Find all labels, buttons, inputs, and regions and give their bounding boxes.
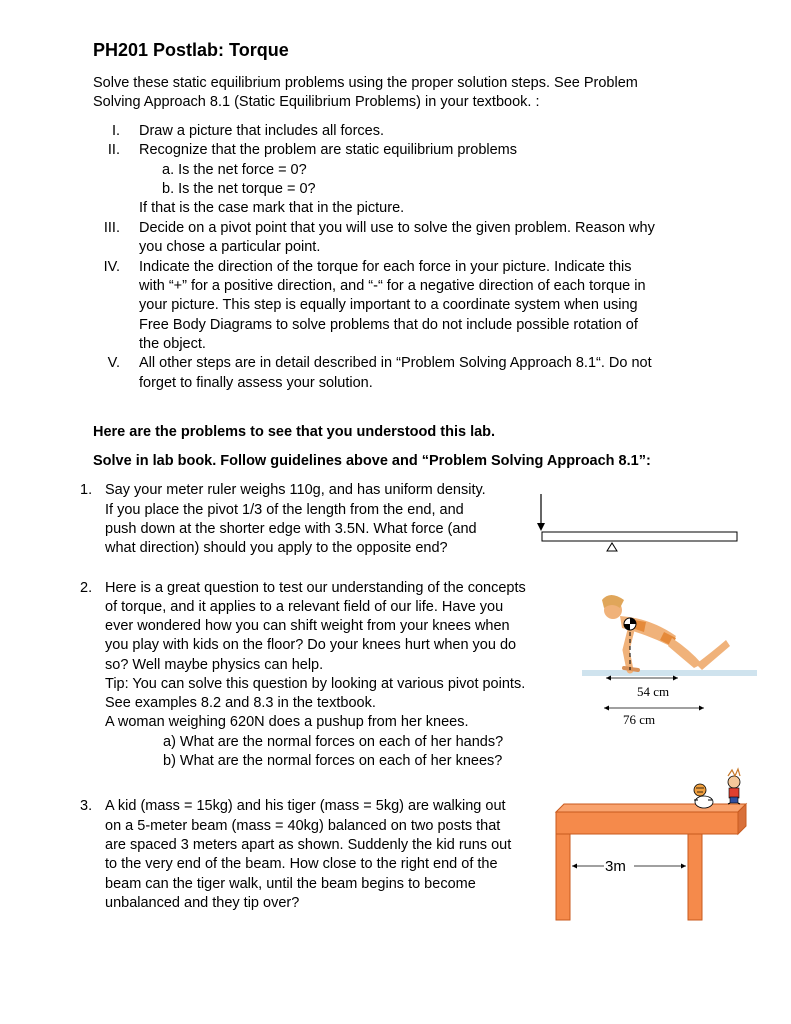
problem-text: unbalanced and they tip over? xyxy=(105,895,300,911)
step-text: Draw a picture that includes all forces. xyxy=(139,123,384,139)
step-text: Free Body Diagrams to solve problems that do not include possible rotation of xyxy=(139,317,638,333)
step-number: V. xyxy=(107,355,120,371)
step-text: If that is the case mark that in the picture. xyxy=(139,200,405,216)
beam-figure xyxy=(548,764,754,926)
step-number: II. xyxy=(107,142,120,158)
arrow-head xyxy=(537,523,545,531)
step-text: forget to finally assess your solution. xyxy=(139,375,373,391)
pivot-triangle xyxy=(607,543,617,551)
problem-text: A kid (mass = 15kg) and his tiger (mass = 5kg) are walking out xyxy=(105,798,506,814)
problem-text: ever wondered how you can shift weight from your knees when xyxy=(105,618,510,634)
left-post xyxy=(556,834,570,920)
problem-text: push down at the shorter edge with 3.5N. What force (and xyxy=(105,521,477,537)
problem-text: are spaced 3 meters apart as shown. Suddenly the kid runs out xyxy=(105,837,512,853)
problem-text: so? Well maybe physics can help. xyxy=(105,657,324,673)
problem-text: you play with kids on the floor? Do your knees hurt when you do xyxy=(105,637,517,653)
step-text: the object. xyxy=(139,336,206,352)
problem-text: of torque, and it applies to a relevant field of our life. Have you xyxy=(105,599,504,615)
problem-number: 2. xyxy=(80,580,93,596)
step-text: Indicate the direction of the torque for each force in your picture. Indicate this xyxy=(139,259,632,275)
ruler-figure xyxy=(532,490,744,554)
step-text: All other steps are in detail described in “Problem Solving Approach 8.1“. Do not xyxy=(139,355,652,371)
arm xyxy=(626,626,632,670)
hand xyxy=(624,668,638,670)
step-text: your picture. This step is equally important to a coordinate system when using xyxy=(139,297,638,313)
problem-text: what direction) should you apply to the opposite end? xyxy=(105,540,448,556)
step-number: III. xyxy=(103,220,120,236)
dimension-label-3m: 3m xyxy=(605,858,626,875)
step-text: you chose a particular point. xyxy=(139,239,321,255)
problem-number: 3. xyxy=(80,798,93,814)
problem-text: to the very end of the beam. How close to the right end of the xyxy=(105,856,498,872)
pushup-figure xyxy=(580,588,765,738)
problem-number: 1. xyxy=(80,482,93,498)
problem-text: beam can the tiger walk, until the beam begins to become xyxy=(105,876,476,892)
step-text: with “+” for a positive direction, and “-“ for a negative direction of each torque in xyxy=(139,278,646,294)
problems-heading: Here are the problems to see that you understood this lab. xyxy=(93,424,496,440)
problem-text: on a 5-meter beam (mass = 40kg) balanced on two posts that xyxy=(105,818,501,834)
tiger-icon xyxy=(694,784,713,808)
step-text: Recognize that the problem are static equilibrium problems xyxy=(139,142,517,158)
meter-ruler xyxy=(542,532,737,541)
problem-text: Tip: You can solve this question by looking at various pivot points. xyxy=(105,676,526,692)
beam-top xyxy=(556,804,746,812)
lower-leg xyxy=(696,640,730,670)
step-number: I. xyxy=(111,123,120,139)
step-sub: b. Is the net torque = 0? xyxy=(162,181,316,197)
right-post xyxy=(688,834,702,920)
step-number: IV. xyxy=(103,259,120,275)
problem-text: A woman weighing 620N does a pushup from her knees. xyxy=(105,714,469,730)
problem-sub: a) What are the normal forces on each of her hands? xyxy=(163,734,504,750)
problem-text: Say your meter ruler weighs 110g, and has uniform density. xyxy=(105,482,486,498)
kid-icon xyxy=(728,769,740,804)
problem-sub: b) What are the normal forces on each of her knees? xyxy=(163,753,503,769)
intro-line-1: Solve these static equilibrium problems using the proper solution steps. See Problem xyxy=(93,75,638,91)
intro-line-2: Solving Approach 8.1 (Static Equilibrium Problems) in your textbook. : xyxy=(93,94,540,110)
floor xyxy=(582,670,757,676)
problem-text: Here is a great question to test our understanding of the concepts xyxy=(105,580,526,596)
instructions-heading: Solve in lab book. Follow guidelines above and “Problem Solving Approach 8.1”: xyxy=(93,453,651,469)
problem-text: See examples 8.2 and 8.3 in the textbook. xyxy=(105,695,376,711)
page-title: PH201 Postlab: Torque xyxy=(93,40,289,60)
problem-text: If you place the pivot 1/3 of the length from the end, and xyxy=(105,502,464,518)
dimension-label-76: 76 cm xyxy=(623,712,656,727)
step-sub: a. Is the net force = 0? xyxy=(162,162,307,178)
step-text: Decide on a pivot point that you will use to solve the given problem. Reason why xyxy=(139,220,655,236)
dimension-label-54: 54 cm xyxy=(637,684,670,699)
beam xyxy=(556,812,738,834)
